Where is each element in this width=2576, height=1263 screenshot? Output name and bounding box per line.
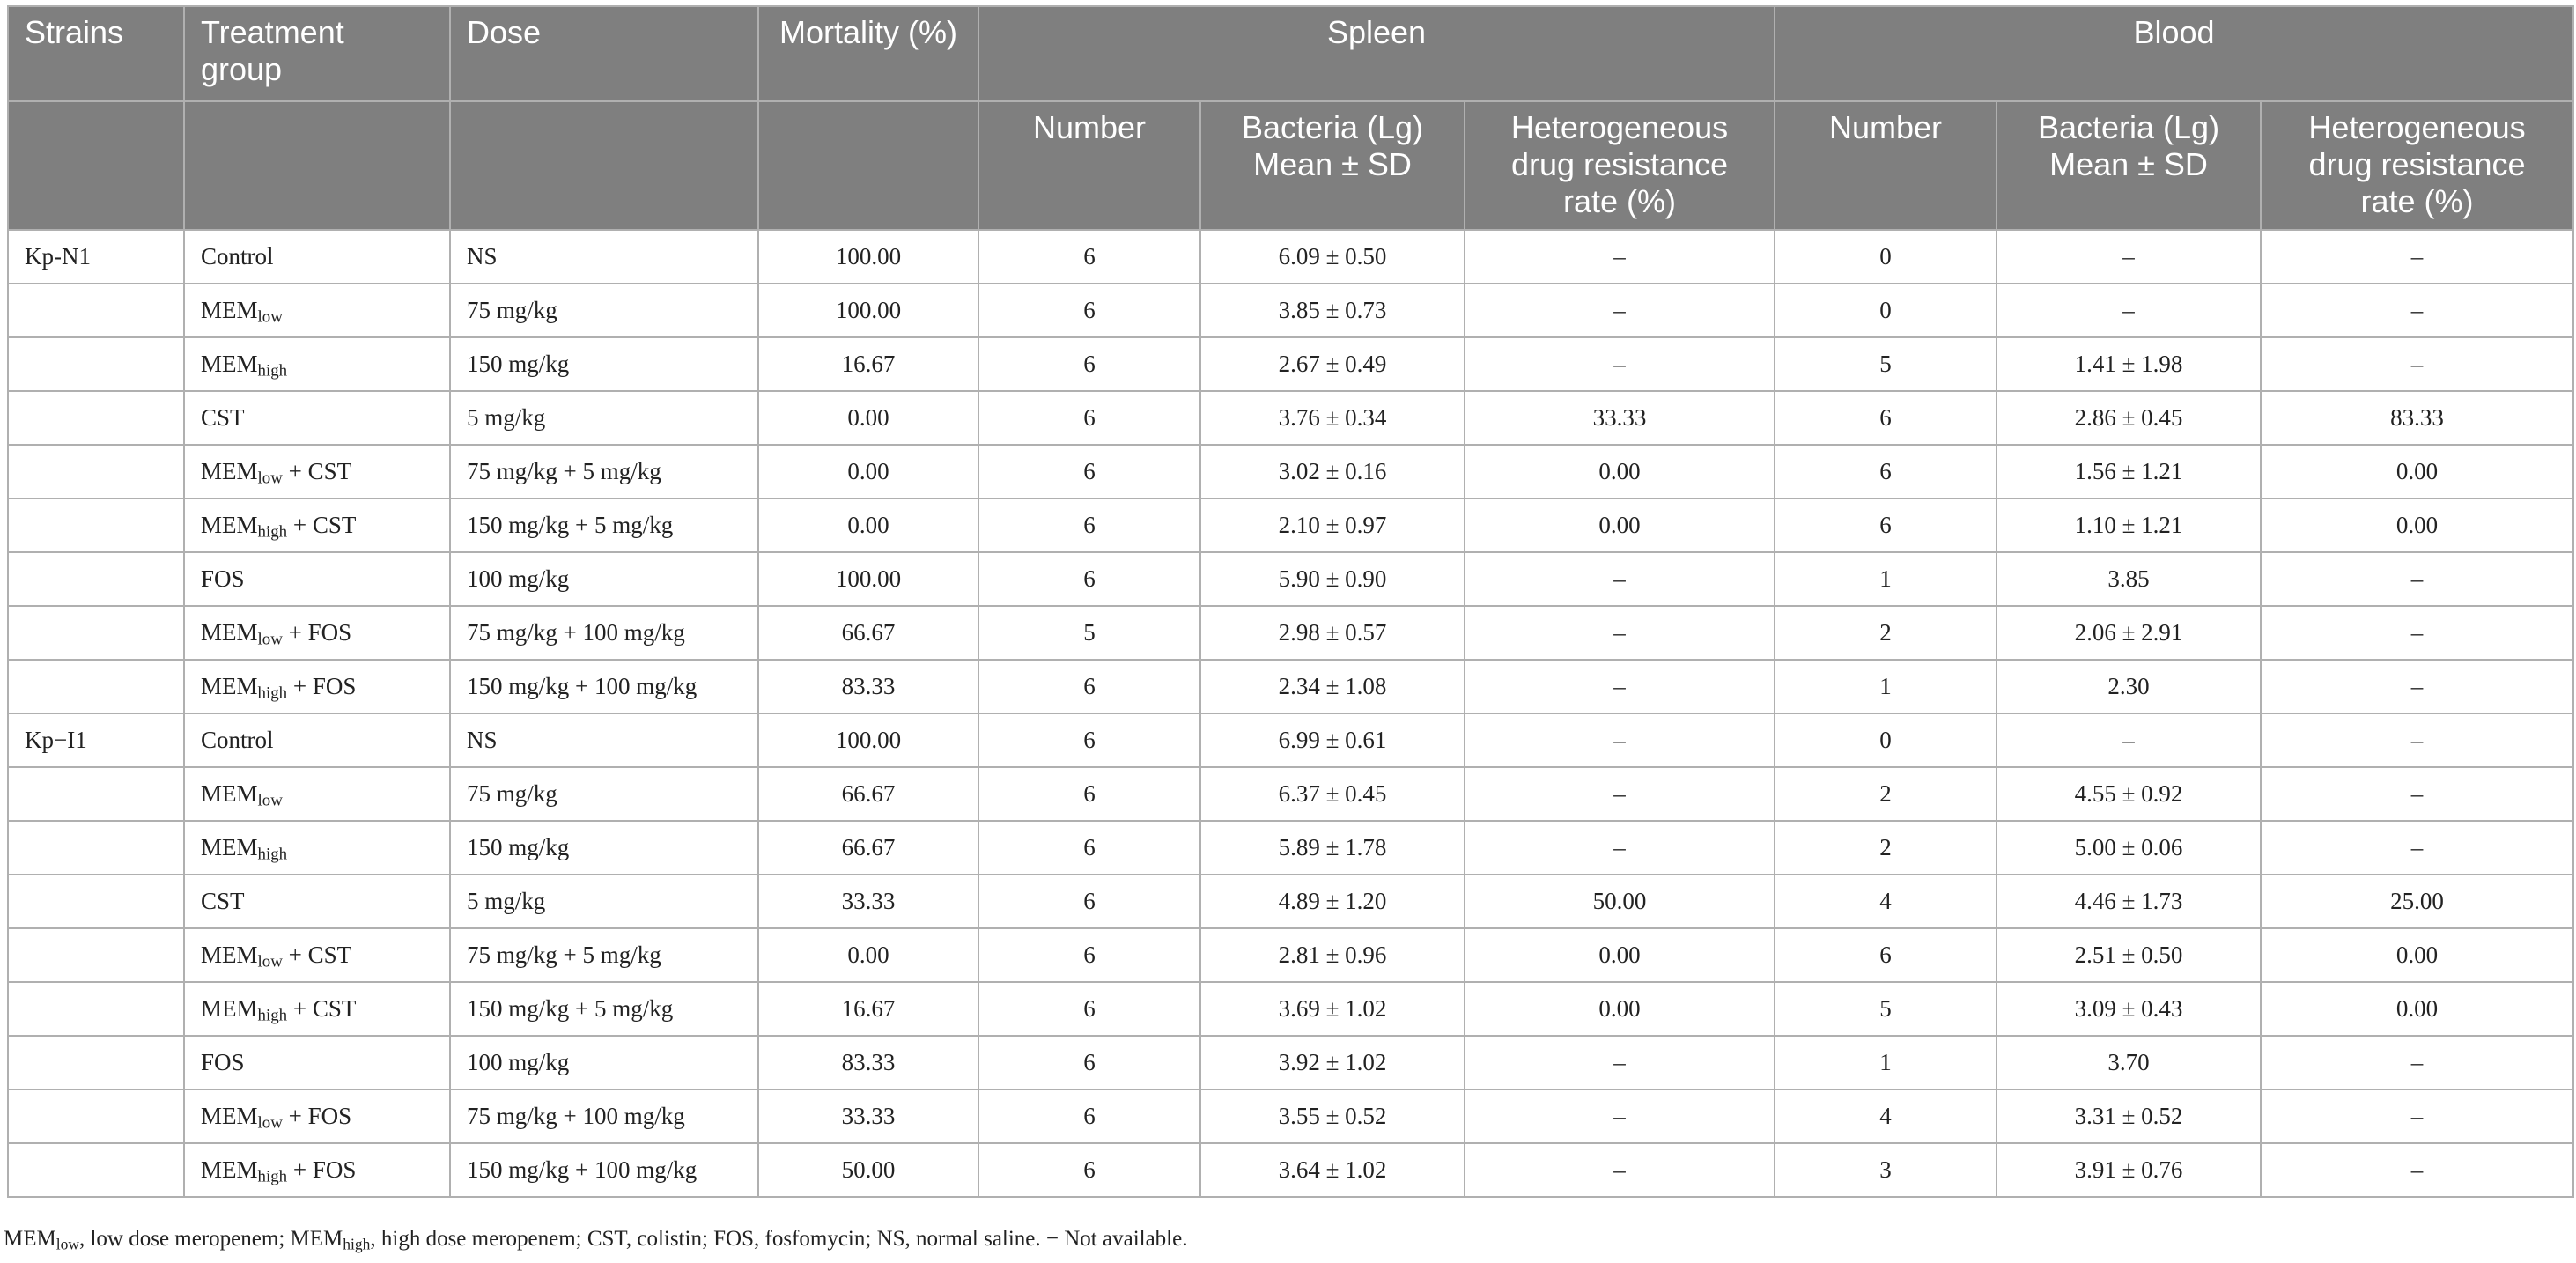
- results-table: [7, 5, 2574, 1198]
- cell-spleen-bacteria: 2.10 ± 0.97: [1200, 499, 1465, 552]
- treatment-drug: MEM: [201, 780, 258, 807]
- cell-spleen-bacteria: 2.98 ± 0.57: [1200, 606, 1465, 660]
- cell-blood-heterogeneous: –: [2261, 337, 2573, 391]
- header-empty-cell: [184, 101, 450, 230]
- cell-spleen-bacteria: 5.89 ± 1.78: [1200, 821, 1465, 875]
- cell-spleen-heterogeneous: 33.33: [1465, 391, 1775, 445]
- footnote-text-2: , high dose meropenem; CST, colistin; FOS, fosfomycin; NS, normal saline. − Not available.: [370, 1227, 1188, 1251]
- treatment-drug: FOS: [201, 1049, 245, 1075]
- table-row: [8, 337, 2573, 391]
- cell-spleen-heterogeneous: 0.00: [1465, 928, 1775, 982]
- cell-blood-heterogeneous: –: [2261, 552, 2573, 606]
- treatment-drug: MEM: [201, 351, 258, 377]
- cell-spleen-heterogeneous: –: [1465, 1089, 1775, 1143]
- cell-spleen-number: 6: [978, 1036, 1200, 1089]
- cell-strain: [8, 284, 184, 337]
- cell-mortality: 83.33: [758, 1036, 978, 1089]
- cell-blood-heterogeneous: 83.33: [2261, 391, 2573, 445]
- cell-strain: [8, 928, 184, 982]
- header-spleen-number: Number: [978, 101, 1200, 230]
- cell-blood-bacteria: 4.46 ± 1.73: [1997, 875, 2261, 928]
- cell-treatment-group: [184, 982, 450, 1036]
- cell-spleen-number: 6: [978, 928, 1200, 982]
- cell-blood-number: 2: [1775, 821, 1997, 875]
- cell-spleen-number: 6: [978, 499, 1200, 552]
- cell-spleen-heterogeneous: –: [1465, 713, 1775, 767]
- cell-treatment-group: [184, 875, 450, 928]
- cell-dose: 75 mg/kg + 100 mg/kg: [450, 606, 758, 660]
- header-strains: Strains: [8, 6, 184, 101]
- header-spleen: Spleen: [978, 6, 1775, 101]
- cell-spleen-bacteria: 2.81 ± 0.96: [1200, 928, 1465, 982]
- cell-spleen-bacteria: 3.69 ± 1.02: [1200, 982, 1465, 1036]
- treatment-dose-level: high: [257, 1167, 288, 1186]
- cell-spleen-number: 6: [978, 1089, 1200, 1143]
- cell-treatment-group: [184, 1036, 450, 1089]
- table-row: [8, 713, 2573, 767]
- cell-spleen-number: 6: [978, 1143, 1200, 1197]
- cell-dose: 150 mg/kg + 100 mg/kg: [450, 1143, 758, 1197]
- treatment-combination: + FOS: [282, 619, 352, 646]
- cell-spleen-heterogeneous: –: [1465, 1143, 1775, 1197]
- cell-mortality: 0.00: [758, 499, 978, 552]
- treatment-combination: + CST: [287, 995, 357, 1022]
- cell-mortality: 100.00: [758, 284, 978, 337]
- results-table-container: [7, 5, 2572, 1198]
- cell-spleen-heterogeneous: –: [1465, 660, 1775, 713]
- treatment-drug: Control: [201, 243, 274, 270]
- cell-spleen-number: 5: [978, 606, 1200, 660]
- treatment-combination: + FOS: [287, 1156, 357, 1183]
- header-row-1: [8, 6, 2573, 101]
- cell-treatment-group: [184, 391, 450, 445]
- cell-spleen-bacteria: 2.67 ± 0.49: [1200, 337, 1465, 391]
- table-row: [8, 821, 2573, 875]
- cell-spleen-bacteria: 3.85 ± 0.73: [1200, 284, 1465, 337]
- cell-spleen-bacteria: 6.99 ± 0.61: [1200, 713, 1465, 767]
- treatment-combination: + FOS: [282, 1103, 352, 1129]
- cell-blood-heterogeneous: –: [2261, 284, 2573, 337]
- table-body: [8, 230, 2573, 1197]
- cell-dose: 150 mg/kg + 100 mg/kg: [450, 660, 758, 713]
- cell-spleen-bacteria: 3.76 ± 0.34: [1200, 391, 1465, 445]
- cell-strain: [8, 499, 184, 552]
- cell-strain: [8, 391, 184, 445]
- cell-spleen-heterogeneous: –: [1465, 284, 1775, 337]
- cell-treatment-group: [184, 1089, 450, 1143]
- table-row: [8, 445, 2573, 499]
- cell-treatment-group: [184, 660, 450, 713]
- cell-mortality: 66.67: [758, 606, 978, 660]
- cell-strain: [8, 1143, 184, 1197]
- cell-spleen-number: 6: [978, 552, 1200, 606]
- cell-blood-bacteria: –: [1997, 230, 2261, 284]
- cell-mortality: 100.00: [758, 552, 978, 606]
- cell-blood-bacteria: 2.86 ± 0.45: [1997, 391, 2261, 445]
- cell-spleen-number: 6: [978, 660, 1200, 713]
- treatment-drug: CST: [201, 404, 245, 431]
- cell-blood-heterogeneous: –: [2261, 821, 2573, 875]
- cell-spleen-number: 6: [978, 230, 1200, 284]
- cell-dose: 75 mg/kg: [450, 767, 758, 821]
- table-row: [8, 1036, 2573, 1089]
- header-blood-number: Number: [1775, 101, 1997, 230]
- cell-blood-heterogeneous: 0.00: [2261, 499, 2573, 552]
- cell-blood-number: 6: [1775, 391, 1997, 445]
- cell-treatment-group: [184, 713, 450, 767]
- table-row: [8, 230, 2573, 284]
- header-treatment-group: Treatment group: [184, 6, 450, 101]
- cell-blood-heterogeneous: 0.00: [2261, 445, 2573, 499]
- cell-treatment-group: [184, 337, 450, 391]
- cell-blood-number: 1: [1775, 1036, 1997, 1089]
- cell-spleen-number: 6: [978, 875, 1200, 928]
- cell-treatment-group: [184, 928, 450, 982]
- cell-spleen-number: 6: [978, 445, 1200, 499]
- treatment-dose-level: low: [257, 307, 283, 327]
- cell-blood-bacteria: 3.70: [1997, 1036, 2261, 1089]
- treatment-drug: MEM: [201, 995, 258, 1022]
- cell-spleen-number: 6: [978, 337, 1200, 391]
- treatment-drug: MEM: [201, 942, 258, 968]
- cell-strain: [8, 1036, 184, 1089]
- cell-blood-number: 2: [1775, 606, 1997, 660]
- table-footnote: [4, 1227, 1187, 1252]
- cell-spleen-number: 6: [978, 284, 1200, 337]
- cell-dose: NS: [450, 230, 758, 284]
- cell-spleen-heterogeneous: –: [1465, 1036, 1775, 1089]
- cell-dose: 100 mg/kg: [450, 552, 758, 606]
- treatment-combination: + FOS: [287, 673, 357, 699]
- treatment-drug: MEM: [201, 1156, 258, 1183]
- table-header: [8, 6, 2573, 230]
- cell-dose: 150 mg/kg: [450, 821, 758, 875]
- cell-blood-bacteria: 3.31 ± 0.52: [1997, 1089, 2261, 1143]
- cell-spleen-bacteria: 3.64 ± 1.02: [1200, 1143, 1465, 1197]
- cell-blood-number: 3: [1775, 1143, 1997, 1197]
- cell-blood-number: 6: [1775, 499, 1997, 552]
- cell-blood-bacteria: 3.85: [1997, 552, 2261, 606]
- cell-spleen-number: 6: [978, 767, 1200, 821]
- cell-spleen-heterogeneous: 50.00: [1465, 875, 1775, 928]
- cell-blood-number: 0: [1775, 230, 1997, 284]
- cell-mortality: 66.67: [758, 767, 978, 821]
- cell-dose: 75 mg/kg + 5 mg/kg: [450, 928, 758, 982]
- cell-blood-bacteria: 2.30: [1997, 660, 2261, 713]
- header-blood: Blood: [1775, 6, 2573, 101]
- cell-blood-number: 1: [1775, 660, 1997, 713]
- table-row: [8, 767, 2573, 821]
- cell-blood-heterogeneous: –: [2261, 660, 2573, 713]
- cell-blood-number: 4: [1775, 875, 1997, 928]
- cell-dose: 150 mg/kg: [450, 337, 758, 391]
- treatment-dose-level: high: [257, 361, 288, 380]
- header-row-2: [8, 101, 2573, 230]
- table-row: [8, 391, 2573, 445]
- cell-blood-number: 4: [1775, 1089, 1997, 1143]
- cell-spleen-heterogeneous: –: [1465, 821, 1775, 875]
- cell-dose: 5 mg/kg: [450, 391, 758, 445]
- cell-mortality: 0.00: [758, 928, 978, 982]
- cell-spleen-number: 6: [978, 391, 1200, 445]
- cell-blood-heterogeneous: –: [2261, 713, 2573, 767]
- treatment-drug: CST: [201, 888, 245, 914]
- cell-strain: [8, 445, 184, 499]
- treatment-drug: Control: [201, 727, 274, 753]
- cell-spleen-heterogeneous: –: [1465, 606, 1775, 660]
- cell-mortality: 16.67: [758, 337, 978, 391]
- cell-blood-bacteria: –: [1997, 713, 2261, 767]
- cell-dose: 75 mg/kg + 5 mg/kg: [450, 445, 758, 499]
- cell-dose: 5 mg/kg: [450, 875, 758, 928]
- treatment-dose-level: low: [257, 1113, 283, 1133]
- cell-blood-bacteria: 3.09 ± 0.43: [1997, 982, 2261, 1036]
- cell-strain: [8, 821, 184, 875]
- header-empty-cell: [8, 101, 184, 230]
- treatment-dose-level: high: [257, 845, 288, 864]
- cell-blood-bacteria: 3.91 ± 0.76: [1997, 1143, 2261, 1197]
- cell-spleen-heterogeneous: –: [1465, 767, 1775, 821]
- cell-blood-heterogeneous: –: [2261, 1089, 2573, 1143]
- cell-blood-bacteria: 1.41 ± 1.98: [1997, 337, 2261, 391]
- cell-blood-number: 6: [1775, 928, 1997, 982]
- table-row: [8, 928, 2573, 982]
- cell-blood-number: 2: [1775, 767, 1997, 821]
- header-empty-cell: [450, 101, 758, 230]
- treatment-drug: FOS: [201, 565, 245, 592]
- cell-mortality: 0.00: [758, 445, 978, 499]
- cell-mortality: 50.00: [758, 1143, 978, 1197]
- cell-blood-number: 0: [1775, 713, 1997, 767]
- cell-dose: 100 mg/kg: [450, 1036, 758, 1089]
- footnote-mem: MEM: [4, 1227, 56, 1251]
- cell-mortality: 83.33: [758, 660, 978, 713]
- cell-blood-bacteria: 1.56 ± 1.21: [1997, 445, 2261, 499]
- cell-mortality: 33.33: [758, 875, 978, 928]
- cell-dose: 75 mg/kg + 100 mg/kg: [450, 1089, 758, 1143]
- table-row: [8, 1143, 2573, 1197]
- table-row: [8, 660, 2573, 713]
- cell-strain: [8, 552, 184, 606]
- cell-spleen-heterogeneous: –: [1465, 552, 1775, 606]
- cell-treatment-group: [184, 499, 450, 552]
- table-row: [8, 499, 2573, 552]
- cell-mortality: 100.00: [758, 230, 978, 284]
- cell-strain: [8, 337, 184, 391]
- cell-spleen-number: 6: [978, 821, 1200, 875]
- cell-blood-bacteria: 4.55 ± 0.92: [1997, 767, 2261, 821]
- cell-treatment-group: [184, 552, 450, 606]
- cell-blood-bacteria: 5.00 ± 0.06: [1997, 821, 2261, 875]
- cell-blood-number: 5: [1775, 982, 1997, 1036]
- treatment-drug: MEM: [201, 458, 258, 484]
- cell-blood-number: 1: [1775, 552, 1997, 606]
- cell-mortality: 100.00: [758, 713, 978, 767]
- cell-dose: 75 mg/kg: [450, 284, 758, 337]
- header-spleen-heterogeneous: Heterogeneous drug resistance rate (%): [1465, 101, 1775, 230]
- cell-treatment-group: [184, 821, 450, 875]
- treatment-dose-level: low: [257, 630, 283, 649]
- treatment-dose-level: high: [257, 1006, 288, 1025]
- header-blood-bacteria: Bacteria (Lg) Mean ± SD: [1997, 101, 2261, 230]
- cell-mortality: 16.67: [758, 982, 978, 1036]
- cell-spleen-heterogeneous: 0.00: [1465, 982, 1775, 1036]
- cell-treatment-group: [184, 230, 450, 284]
- cell-spleen-number: 6: [978, 982, 1200, 1036]
- treatment-dose-level: high: [257, 683, 288, 703]
- treatment-drug: MEM: [201, 297, 258, 323]
- cell-treatment-group: [184, 606, 450, 660]
- cell-blood-heterogeneous: –: [2261, 767, 2573, 821]
- cell-spleen-number: 6: [978, 713, 1200, 767]
- cell-strain: [8, 1089, 184, 1143]
- cell-spleen-bacteria: 5.90 ± 0.90: [1200, 552, 1465, 606]
- cell-treatment-group: [184, 767, 450, 821]
- footnote-high-subscript: high: [343, 1235, 371, 1253]
- header-mortality: Mortality (%): [758, 6, 978, 101]
- treatment-drug: MEM: [201, 834, 258, 860]
- cell-blood-heterogeneous: 0.00: [2261, 928, 2573, 982]
- cell-spleen-bacteria: 3.55 ± 0.52: [1200, 1089, 1465, 1143]
- cell-strain: Kp−I1: [8, 713, 184, 767]
- header-spleen-bacteria: Bacteria (Lg) Mean ± SD: [1200, 101, 1465, 230]
- cell-strain: [8, 982, 184, 1036]
- cell-spleen-heterogeneous: –: [1465, 337, 1775, 391]
- cell-dose: 150 mg/kg + 5 mg/kg: [450, 499, 758, 552]
- table-row: [8, 552, 2573, 606]
- cell-blood-heterogeneous: –: [2261, 606, 2573, 660]
- footnote-text-1: , low dose meropenem; MEM: [78, 1227, 343, 1251]
- cell-spleen-bacteria: 2.34 ± 1.08: [1200, 660, 1465, 713]
- header-empty-cell: [758, 101, 978, 230]
- cell-blood-heterogeneous: 0.00: [2261, 982, 2573, 1036]
- cell-blood-bacteria: 2.06 ± 2.91: [1997, 606, 2261, 660]
- cell-spleen-heterogeneous: 0.00: [1465, 499, 1775, 552]
- cell-blood-number: 0: [1775, 284, 1997, 337]
- table-row: [8, 875, 2573, 928]
- table-row: [8, 1089, 2573, 1143]
- cell-strain: Kp-N1: [8, 230, 184, 284]
- cell-blood-heterogeneous: –: [2261, 230, 2573, 284]
- cell-treatment-group: [184, 445, 450, 499]
- cell-spleen-bacteria: 6.37 ± 0.45: [1200, 767, 1465, 821]
- treatment-combination: + CST: [282, 458, 352, 484]
- cell-blood-heterogeneous: 25.00: [2261, 875, 2573, 928]
- treatment-drug: MEM: [201, 1103, 258, 1129]
- treatment-dose-level: low: [257, 469, 283, 488]
- cell-treatment-group: [184, 284, 450, 337]
- header-dose: Dose: [450, 6, 758, 101]
- table-row: [8, 284, 2573, 337]
- cell-blood-bacteria: 1.10 ± 1.21: [1997, 499, 2261, 552]
- treatment-combination: + CST: [282, 942, 352, 968]
- cell-blood-bacteria: 2.51 ± 0.50: [1997, 928, 2261, 982]
- cell-mortality: 0.00: [758, 391, 978, 445]
- cell-treatment-group: [184, 1143, 450, 1197]
- treatment-drug: MEM: [201, 619, 258, 646]
- cell-spleen-bacteria: 3.02 ± 0.16: [1200, 445, 1465, 499]
- header-blood-heterogeneous: Heterogeneous drug resistance rate (%): [2261, 101, 2573, 230]
- cell-mortality: 33.33: [758, 1089, 978, 1143]
- cell-spleen-bacteria: 4.89 ± 1.20: [1200, 875, 1465, 928]
- footnote-low-subscript: low: [55, 1235, 79, 1253]
- treatment-drug: MEM: [201, 673, 258, 699]
- cell-strain: [8, 606, 184, 660]
- cell-spleen-bacteria: 6.09 ± 0.50: [1200, 230, 1465, 284]
- table-row: [8, 606, 2573, 660]
- treatment-dose-level: low: [257, 791, 283, 810]
- cell-blood-heterogeneous: –: [2261, 1036, 2573, 1089]
- cell-blood-heterogeneous: –: [2261, 1143, 2573, 1197]
- treatment-combination: + CST: [287, 512, 357, 538]
- cell-dose: NS: [450, 713, 758, 767]
- treatment-dose-level: low: [257, 952, 283, 971]
- cell-spleen-heterogeneous: 0.00: [1465, 445, 1775, 499]
- cell-dose: 150 mg/kg + 5 mg/kg: [450, 982, 758, 1036]
- treatment-drug: MEM: [201, 512, 258, 538]
- cell-mortality: 66.67: [758, 821, 978, 875]
- cell-spleen-heterogeneous: –: [1465, 230, 1775, 284]
- cell-blood-bacteria: –: [1997, 284, 2261, 337]
- treatment-dose-level: high: [257, 522, 288, 542]
- cell-strain: [8, 875, 184, 928]
- cell-strain: [8, 767, 184, 821]
- cell-spleen-bacteria: 3.92 ± 1.02: [1200, 1036, 1465, 1089]
- cell-blood-number: 6: [1775, 445, 1997, 499]
- cell-strain: [8, 660, 184, 713]
- cell-blood-number: 5: [1775, 337, 1997, 391]
- table-row: [8, 982, 2573, 1036]
